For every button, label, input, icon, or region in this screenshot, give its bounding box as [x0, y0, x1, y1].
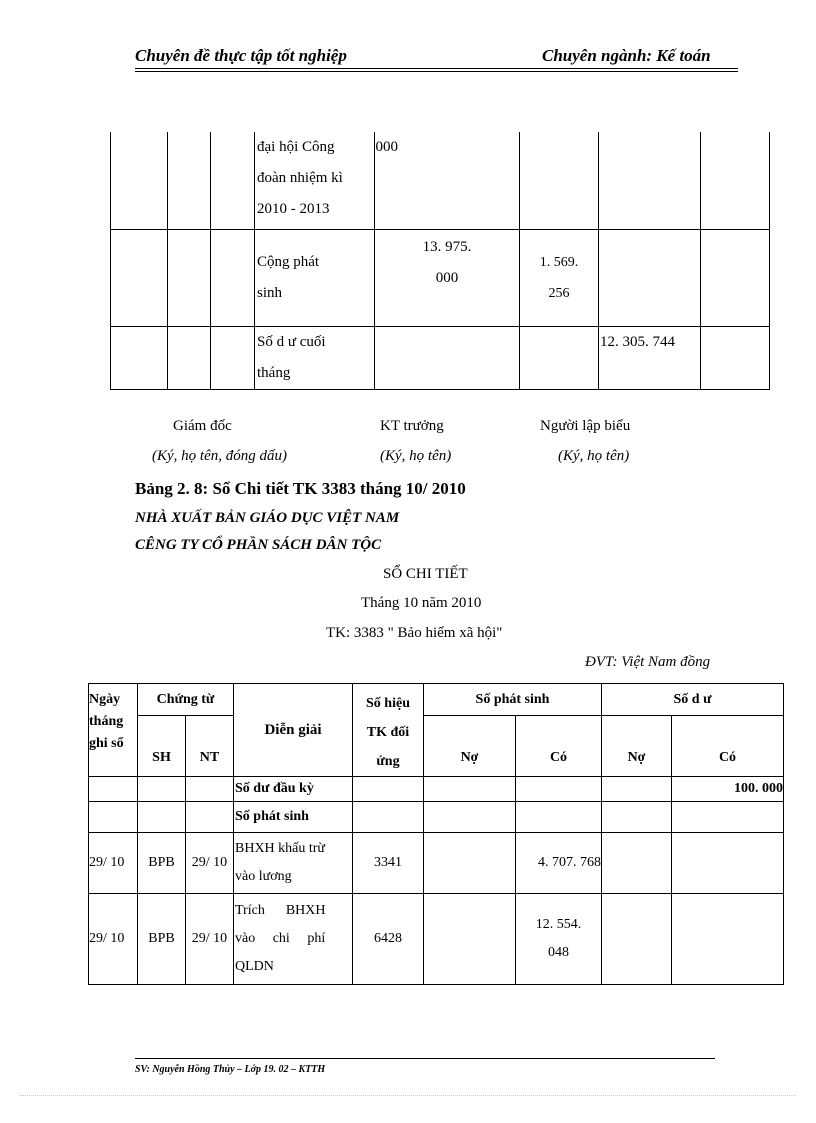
col-balance-debit: Nợ [602, 716, 672, 777]
desc-line: 2010 - 2013 [257, 201, 330, 217]
credit-value: 048 [548, 945, 569, 960]
book-title: SỔ CHI TIẾT [383, 566, 468, 582]
co-cell [520, 229, 599, 326]
date-cell: 29/ 10 [89, 894, 138, 985]
header-rule-double [135, 71, 738, 72]
col-sh: SH [138, 716, 186, 777]
no-cell [375, 229, 520, 326]
header-text: tháng [89, 714, 124, 729]
footer-rule [135, 1058, 715, 1059]
desc-cell [255, 326, 375, 389]
desc-line: đại hội Công [257, 139, 335, 155]
desc-cell [234, 894, 353, 985]
desc-cell [255, 132, 375, 229]
desc-line: đoàn nhiệm kì [257, 170, 343, 186]
opening-balance-value: 100. 000 [672, 777, 784, 802]
du-cell [599, 326, 701, 389]
col-nt: NT [186, 716, 234, 777]
table-row [89, 777, 784, 802]
no-value: 13. 975. [422, 238, 472, 255]
desc-line: sinh [257, 284, 283, 301]
ledger-table [88, 683, 784, 985]
signature-note-chief-accountant: (Ký, họ tên) [380, 448, 452, 464]
col-credit: Có [516, 716, 602, 777]
publisher-name: NHÀ XUẤT BẢN GIÁO DỤC VIỆT NAM [135, 510, 400, 526]
header-text: Ngày [89, 692, 121, 707]
desc-line: Số d ư cuối [257, 333, 326, 350]
credit-value: 12. 554. [535, 917, 582, 932]
header-text: Số hiệu [366, 696, 410, 711]
table-row [111, 326, 770, 389]
nt-cell: 29/ 10 [186, 833, 234, 894]
desc-line: Cộng phát [257, 253, 320, 270]
no-value: 000 [375, 139, 398, 155]
table-row [89, 894, 784, 985]
col-balance-credit: Có [672, 716, 784, 777]
desc-line: Trích BHXH [235, 903, 326, 918]
header-rule [135, 68, 738, 69]
book-month: Tháng 10 năm 2010 [361, 595, 482, 611]
col-voucher: Chứng từ [138, 684, 234, 716]
credit-cell: 4. 707. 768 [516, 833, 602, 894]
sh-cell: BPB [138, 833, 186, 894]
desc-cell [255, 229, 375, 326]
account-cell: 3341 [353, 833, 424, 894]
no-cell [375, 132, 520, 229]
date-cell: 29/ 10 [89, 833, 138, 894]
col-account [353, 684, 424, 777]
account-cell: 6428 [353, 894, 424, 985]
header-row [89, 716, 784, 741]
desc-line: QLDN [235, 959, 274, 974]
signature-note-director: (Ký, họ tên, đóng dấu) [152, 448, 287, 464]
desc-line: vào lương [235, 869, 292, 884]
col-balance: Số d ư [602, 684, 784, 716]
header-right: Chuyên ngành: Kế toán [542, 46, 711, 65]
co-value: 1. 569. [539, 254, 579, 270]
signature-title-preparer: Người lập biểu [540, 418, 631, 434]
footer-student: SV: Nguyễn Hồng Thủy – Lớp 19. 02 – KTTH [135, 1064, 326, 1075]
transactions-label: Số phát sinh [234, 802, 353, 833]
desc-line: vào chi phí [235, 931, 326, 946]
desc-line: BHXH khấu trừ [235, 841, 326, 856]
table-row [89, 833, 784, 894]
col-description: Diễn giải [234, 684, 353, 777]
signature-note-preparer: (Ký, họ tên) [558, 448, 630, 464]
sh-cell: BPB [138, 894, 186, 985]
header-text: TK đối [366, 725, 410, 740]
table-caption: Bảng 2. 8: Sổ Chi tiết TK 3383 tháng 10/ 2010 [135, 479, 466, 498]
continuation-table [110, 132, 770, 390]
table-row [89, 802, 784, 833]
opening-balance-label: Số dư đầu kỳ [234, 777, 353, 802]
co-value: 256 [548, 285, 570, 301]
header-row [89, 684, 784, 716]
company-name: CÊNG TY CỔ PHẦN SÁCH DÂN TỘC [135, 537, 382, 553]
currency-unit: ĐVT: Việt Nam đồng [585, 654, 711, 670]
account-title: TK: 3383 " Bảo hiểm xã hội" [326, 625, 503, 641]
col-transactions: Số phát sinh [424, 684, 602, 716]
header-left: Chuyên đề thực tập tốt nghiệp [135, 46, 347, 65]
desc-line: tháng [257, 364, 291, 381]
table-row [111, 229, 770, 326]
desc-cell [234, 833, 353, 894]
credit-cell [516, 894, 602, 985]
header-text: ứng [376, 754, 400, 769]
header-text: ghi sổ [89, 736, 124, 751]
table-row [111, 132, 770, 229]
page-edge [20, 1095, 796, 1096]
du-value: 12. 305. 744 [600, 333, 675, 350]
signature-title-chief-accountant: KT trưởng [380, 418, 444, 434]
nt-cell: 29/ 10 [186, 894, 234, 985]
col-date [89, 684, 138, 777]
no-value: 000 [435, 269, 459, 286]
signature-title-director: Giám đốc [173, 418, 232, 434]
col-debit: Nợ [424, 716, 516, 777]
